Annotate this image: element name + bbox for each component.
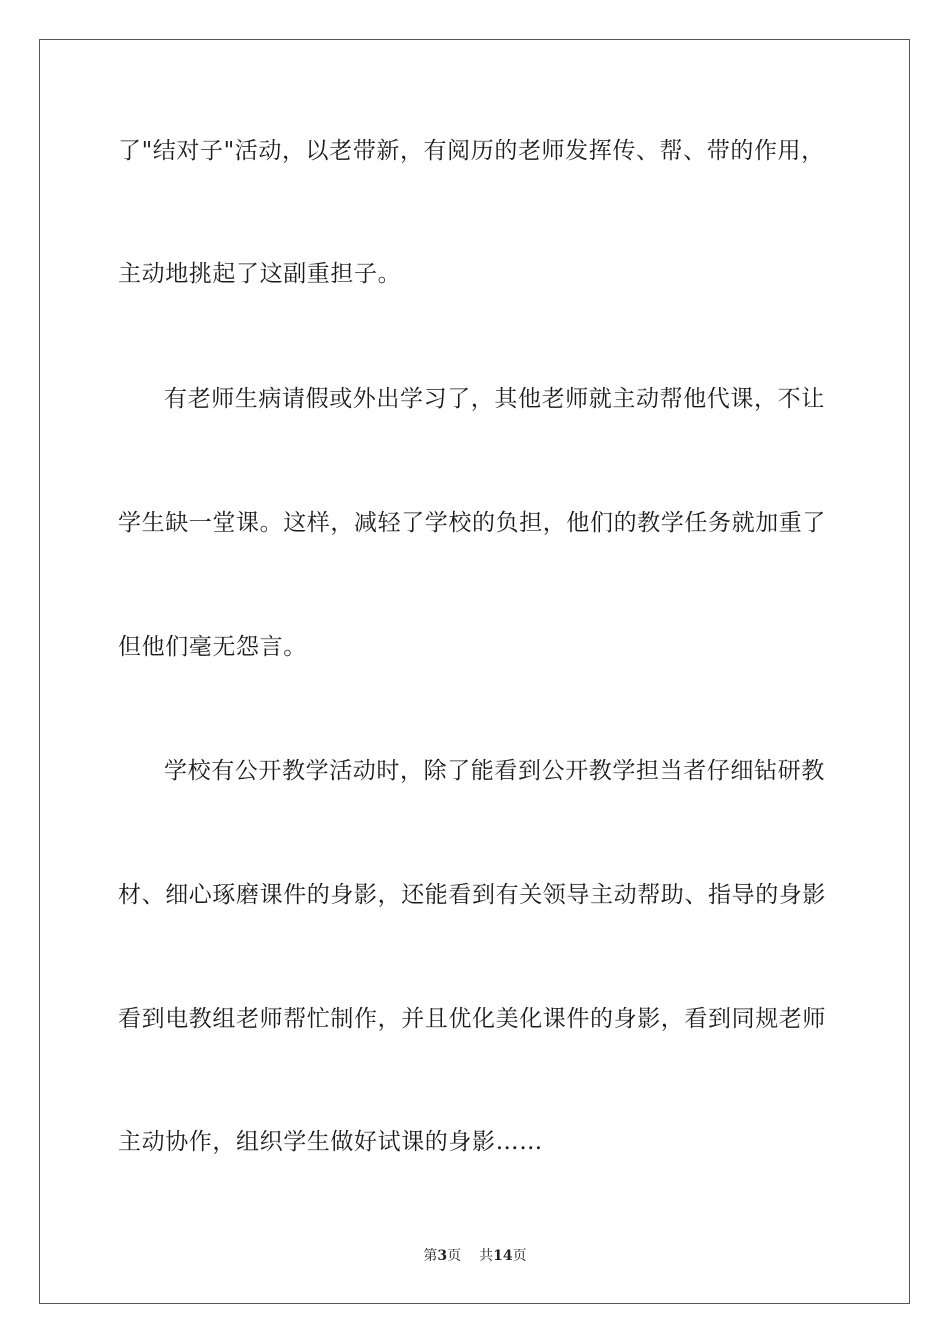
total-suffix: 页 <box>512 1248 527 1264</box>
page-footer <box>0 1247 950 1265</box>
paragraph-line: 有老师生病请假或外出学习了，其他老师就主动帮他代课，不让 <box>164 386 825 412</box>
page-border <box>39 39 910 1304</box>
total-prefix: 共 <box>479 1248 494 1264</box>
page-number: 3 <box>437 1248 448 1264</box>
paragraph-line: 看到电教组老师帮忙制作，并且优化美化课件的身影，看到同规老师 <box>118 1006 826 1032</box>
total-pages: 14 <box>493 1248 513 1264</box>
paragraph-line: 主动协作，组织学生做好试课的身影…… <box>118 1129 543 1155</box>
page-suffix: 页 <box>447 1248 462 1264</box>
paragraph-line: 主动地挑起了这副重担子。 <box>118 261 402 287</box>
paragraph-line: 材、细心琢磨课件的身影，还能看到有关领导主动帮助、指导的身影 <box>118 882 826 908</box>
paragraph-line: 学生缺一堂课。这样，减轻了学校的负担，他们的教学任务就加重了 <box>118 510 826 536</box>
paragraph-line: 了"结对子"活动，以老带新，有阅历的老师发挥传、帮、带的作用， <box>118 138 825 164</box>
page-prefix: 第 <box>423 1248 438 1264</box>
paragraph-line: 但他们毫无怨言。 <box>118 634 307 660</box>
paragraph-line: 学校有公开教学活动时，除了能看到公开教学担当者仔细钻研教 <box>164 758 825 784</box>
